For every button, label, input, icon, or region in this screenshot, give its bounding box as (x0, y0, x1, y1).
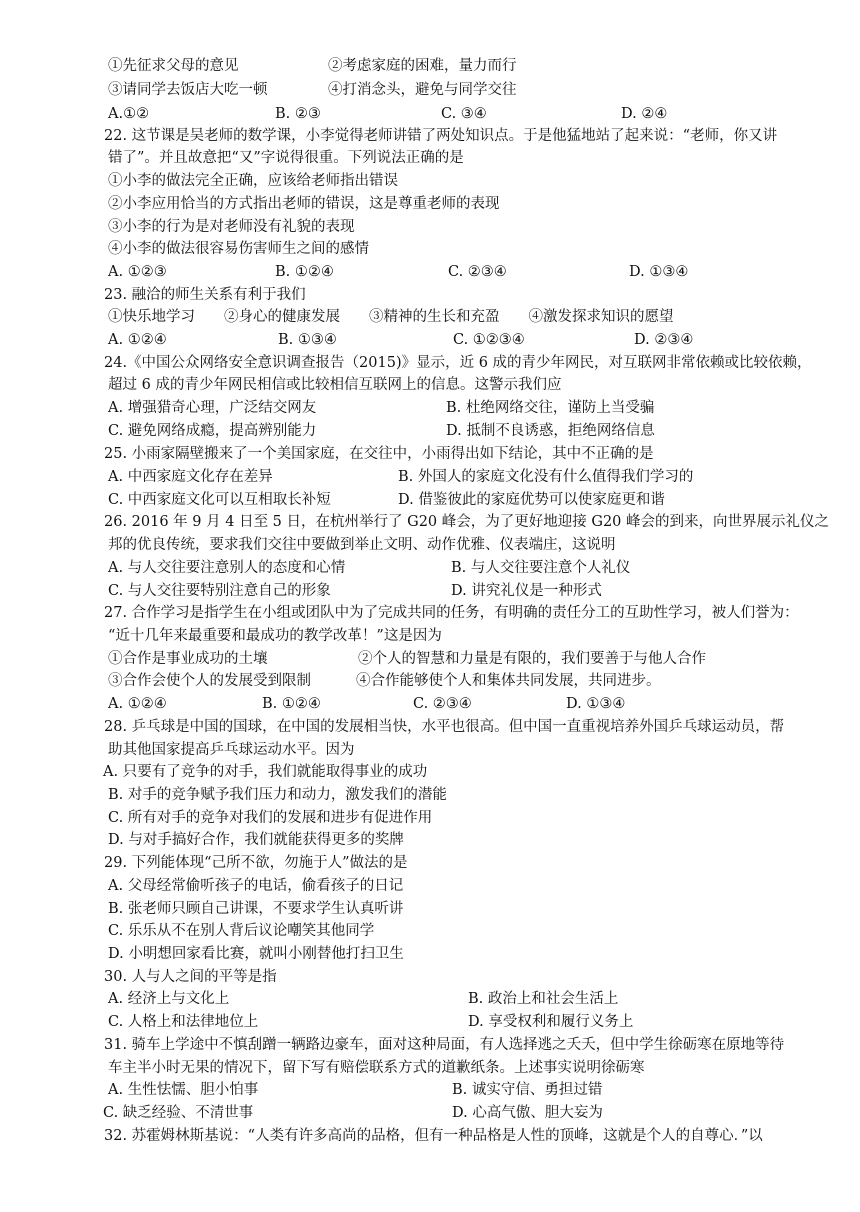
choice-b: B. 政治上和社会生活上 (468, 991, 619, 1007)
choice-d: D. 小明想回家看比赛，就叫小刚替他打扫卫生 (108, 946, 404, 962)
question-31-stem-cont: 车主半小时无果的情况下，留下写有赔偿联系方式的道歉纸条。上述事实说明徐砺寒 (108, 1060, 645, 1076)
choice-a: A. 只要有了竞争的对手，我们就能取得事业的成功 (103, 764, 428, 780)
choice-c: C. 缺乏经验、不清世事 (103, 1105, 254, 1121)
choice-b: B. ①②④ (275, 264, 334, 280)
option-statement: ③请同学去饭店大吃一顿 (108, 82, 268, 98)
choice-a: A. 与人交往要注意别人的态度和心情 (108, 560, 346, 576)
option-statement: ④小李的做法很容易伤害师生之间的感情 (108, 241, 369, 257)
option-statement: ②小李应用恰当的方式指出老师的错误，这是尊重老师的表现 (108, 196, 500, 212)
question-32-stem: 32. 苏霍姆林斯基说：“人类有许多高尚的品格，但有一种品格是人性的顶峰，这就是个人的自尊心．”以 (104, 1128, 763, 1144)
choice-b: B. 外国人的家庭文化没有什么值得我们学习的 (398, 469, 694, 485)
choice-c: C. 人格上和法律地位上 (108, 1014, 259, 1030)
question-28-stem: 28. 乒乓球是中国的国球，在中国的发展相当快，水平也很高。但中国一直重视培养外国乒乓球运动员，帮 (104, 719, 785, 735)
choice-a: A. ①②④ (108, 332, 167, 348)
choice-a: A. 生性怯懦、胆小怕事 (108, 1082, 259, 1098)
choice-a: A. ①②④ (108, 696, 167, 712)
question-23-stem: 23. 融洽的师生关系有利于我们 (104, 287, 306, 303)
choice-c: C. ①②③④ (453, 332, 525, 348)
choice-b: B. 对手的竞争赋予我们压力和动力，激发我们的潜能 (108, 787, 447, 803)
question-22-stem-cont: 错了”。并且故意把“又”字说得很重。下列说法正确的是 (108, 150, 464, 166)
choice-b: B. ②③ (275, 106, 321, 122)
question-31-stem: 31. 骑车上学途中不慎刮蹭一辆路边豪车，面对这种局面，有人选择逃之夭夭，但中学生徐砺寒在原地等待 (104, 1037, 785, 1053)
question-29-stem: 29. 下列能体现“己所不欲，勿施于人”做法的是 (104, 855, 408, 871)
choice-a: A. ①②③ (108, 264, 167, 280)
question-24-stem: 24.《中国公众网络安全意识调查报告（2015)》显示，近 6 成的青少年网民，对互联网非常依赖或比较依赖， (104, 355, 812, 371)
choice-d: D. 与对手搞好合作，我们就能获得更多的奖牌 (108, 832, 404, 848)
choice-c: C. ②③④ (448, 264, 507, 280)
choice-b: B. 与人交往要注意个人礼仪 (451, 560, 631, 576)
choice-b: B. 诚实守信、勇担过错 (452, 1082, 603, 1098)
choice-c: C. 避免网络成瘾，提高辨别能力 (108, 423, 317, 439)
option-statement: ③小李的行为是对老师没有礼貌的表现 (108, 219, 355, 235)
choice-d: D. 心高气傲、胆大妄为 (452, 1105, 603, 1121)
choice-d: D. 抵制不良诱惑，拒绝网络信息 (446, 423, 655, 439)
choice-c: C. 所有对手的竞争对我们的发展和进步有促进作用 (108, 810, 433, 826)
choice-c: C. 乐乐从不在别人背后议论嘲笑其他同学 (108, 923, 375, 939)
option-statement: ③合作会使个人的发展受到限制 (108, 673, 311, 689)
option-statement: ①合作是事业成功的土壤 (108, 651, 268, 667)
question-22-stem: 22. 这节课是吴老师的数学课，小李觉得老师讲错了两处知识点。于是他猛地站了起来说：“老师，你又讲 (104, 128, 778, 144)
question-25-stem: 25. 小雨家隔壁搬来了一个美国家庭，在交往中，小雨得出如下结论，其中不正确的是 (104, 446, 654, 462)
choice-d: D. ①③④ (629, 264, 689, 280)
option-statement: ②个人的智慧和力量是有限的，我们要善于与他人合作 (358, 651, 706, 667)
question-28-stem-cont: 助其他国家提高乒乓球运动水平。因为 (108, 742, 355, 758)
option-statement: ①先征求父母的意见 (108, 58, 239, 74)
option-statement: ①快乐地学习 ②身心的健康发展 ③精神的生长和充盈 ④激发探求知识的愿望 (108, 309, 674, 325)
choice-d: D. ①③④ (566, 696, 626, 712)
choice-d: D. 享受权利和履行义务上 (468, 1014, 634, 1030)
question-26-stem-cont: 邦的优良传统，要求我们交往中要做到举止文明、动作优雅、仪表端庄，这说明 (108, 537, 616, 553)
option-statement: ①小李的做法完全正确，应该给老师指出错误 (108, 173, 398, 189)
choice-a: A. 经济上与文化上 (108, 991, 230, 1007)
question-26-stem: 26. 2016 年 9 月 4 日至 5 日，在杭州举行了 G20 峰会，为了更好地迎接 G20 峰会的到来，向世界展示礼仪之 (104, 514, 830, 530)
choice-c: C. 中西家庭文化可以互相取长补短 (108, 492, 331, 508)
choice-a: A. 增强猎奇心理，广泛结交网友 (108, 400, 317, 416)
option-statement: ④合作能够使个人和集体共同发展，共同进步。 (356, 673, 661, 689)
question-27-stem-cont: “近十几年来最重要和最成功的教学改革！”这是因为 (108, 628, 442, 644)
choice-b: B. ①③④ (278, 332, 337, 348)
choice-d: D. ②④ (621, 106, 668, 122)
choice-c: C. 与人交往要特别注意自己的形象 (108, 583, 331, 599)
question-27-stem: 27. 合作学习是指学生在小组或团队中为了完成共同的任务，有明确的责任分工的互助性学习，被人们誉为： (104, 605, 799, 621)
choice-b: B. 张老师只顾自己讲课，不要求学生认真听讲 (108, 901, 404, 917)
question-30-stem: 30. 人与人之间的平等是指 (104, 969, 277, 985)
option-statement: ④打消念头，避免与同学交往 (328, 82, 517, 98)
choice-d: D. 讲究礼仪是一种形式 (451, 583, 602, 599)
choice-d: D. 借鉴彼此的家庭优势可以使家庭更和谐 (398, 492, 665, 508)
option-statement: ②考虑家庭的困难，量力而行 (328, 58, 517, 74)
choice-b: B. ①②④ (262, 696, 321, 712)
choice-d: D. ②③④ (634, 332, 694, 348)
choice-a: A. 中西家庭文化存在差异 (108, 469, 273, 485)
choice-a: A. 父母经常偷听孩子的电话，偷看孩子的日记 (108, 878, 404, 894)
choice-a: A.①② (108, 106, 150, 122)
question-24-stem-cont: 超过 6 成的青少年网民相信或比较相信互联网上的信息。这警示我们应 (108, 377, 562, 393)
choice-c: C. ③④ (441, 106, 487, 122)
choice-b: B. 杜绝网络交往，谨防上当受骗 (446, 400, 655, 416)
choice-c: C. ②③④ (413, 696, 472, 712)
